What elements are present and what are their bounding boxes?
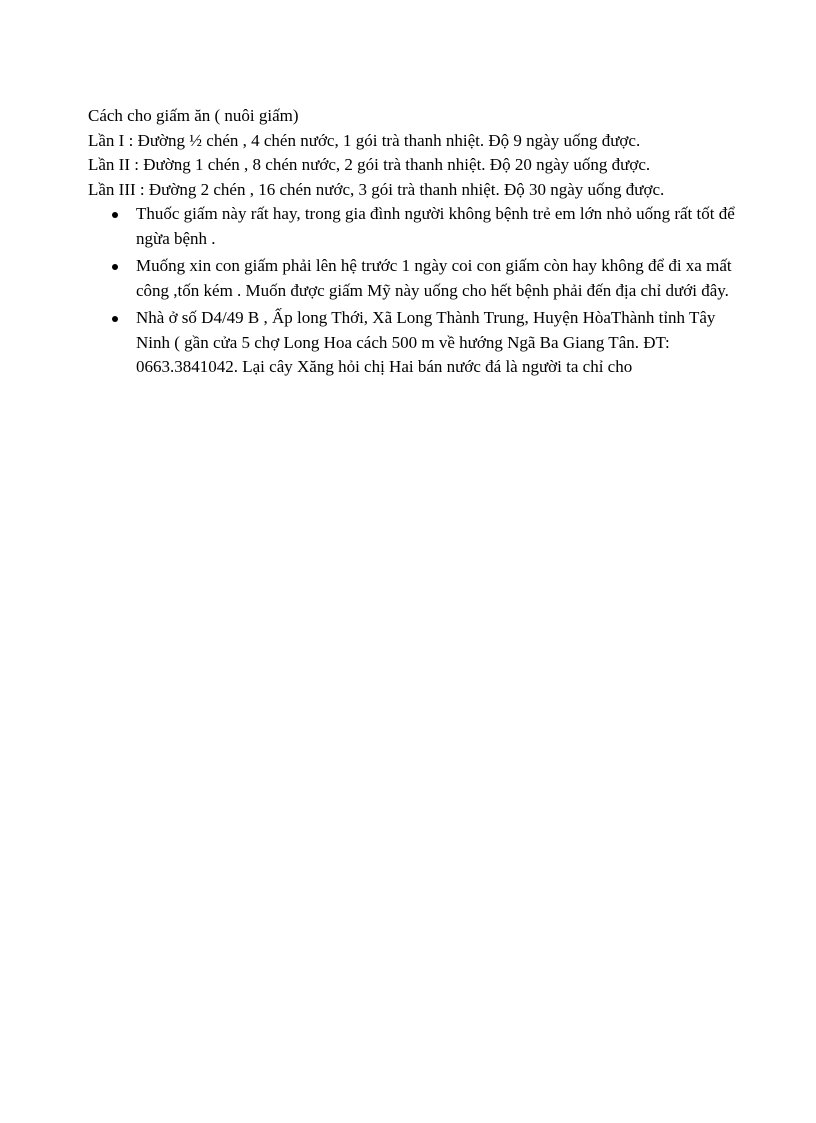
bullet-text: Thuốc giấm này rất hay, trong gia đình người không bệnh trẻ em lớn nhỏ uống rất tốt để ngừa bệnh .	[136, 204, 735, 248]
bullet-dot-icon	[112, 264, 118, 270]
document-body	[88, 104, 768, 383]
list-item	[88, 254, 746, 303]
list-item	[88, 306, 746, 380]
step-line-2: Lần II : Đường 1 chén , 8 chén nước, 2 gói trà thanh nhiệt. Độ 20 ngày uống được.	[88, 155, 651, 174]
document-title: Cách cho giấm ăn ( nuôi giấm)	[88, 106, 299, 125]
step-line-3: Lần III : Đường 2 chén , 16 chén nước, 3 gói trà thanh nhiệt. Độ 30 ngày uống được.	[88, 179, 665, 199]
bullet-text: Muống xin con giấm phải lên hệ trước 1 ngày coi con giấm còn hay không để đi xa mất công ,tốn kém . Muốn được giấm Mỹ này uống cho hết bệnh phải đến địa chỉ dưới đây.	[136, 256, 732, 300]
bullet-dot-icon	[112, 212, 118, 218]
bullet-list	[88, 202, 768, 380]
bullet-dot-icon	[112, 316, 118, 322]
step-line-1: Lần I : Đường ½ chén , 4 chén nước, 1 gói trà thanh nhiệt. Độ 9 ngày uống được.	[88, 130, 641, 150]
list-item	[88, 202, 746, 251]
bullet-text: Nhà ở số D4/49 B , Ấp long Thới, Xã Long Thành Trung, Huyện HòaThành tỉnh Tây Ninh ( gần cửa 5 chợ Long Hoa cách 500 m về hướng Ngã Ba Giang Tân. ĐT: 0663.3841042. Lại cây Xăng hỏi chị Hai bán nước đá là người ta chỉ cho	[136, 308, 716, 376]
